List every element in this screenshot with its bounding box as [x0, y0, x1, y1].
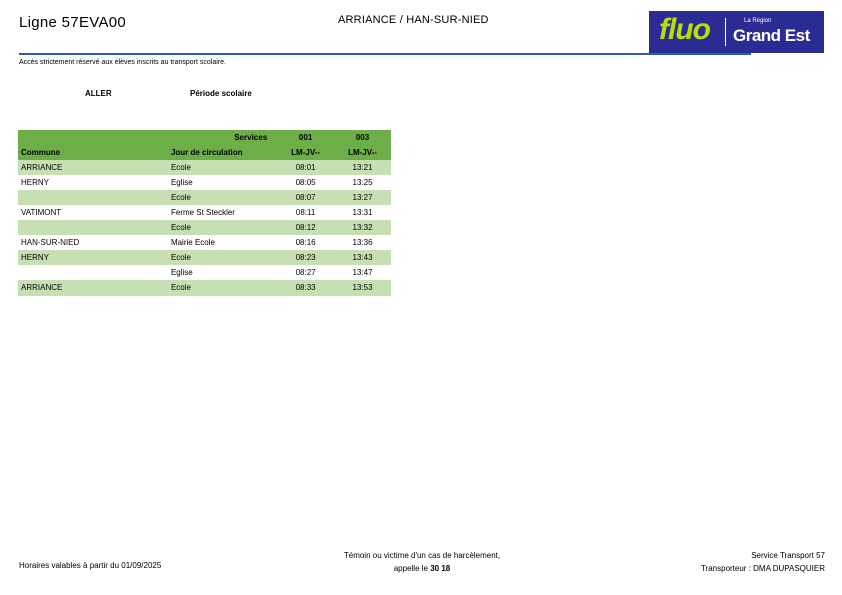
service-days: LM-JV-- [334, 145, 391, 160]
logo-region-name: Grand Est [733, 26, 810, 45]
service-name: Service Transport 57 [751, 551, 825, 560]
access-notice: Accès strictement réservé aux élèves inscrits au transport scolaire. [19, 59, 226, 66]
route-title: ARRIANCE / HAN-SUR-NIED [338, 14, 489, 26]
time-cell-003: 13:43 [334, 250, 391, 265]
commune-cell: HERNY [18, 175, 171, 190]
harassment-number-part-1: 30 [430, 564, 440, 573]
time-cell-001: 08:33 [277, 280, 334, 296]
line-title: Ligne 57EVA00 [19, 14, 127, 31]
table-row [18, 265, 391, 280]
time-cell-001: 08:05 [277, 175, 334, 190]
commune-cell: ARRIANCE [18, 160, 171, 175]
time-cell-003: 13:32 [334, 220, 391, 235]
period-label: Période scolaire [190, 89, 252, 98]
stop-cell: Ferme St Steckler [171, 205, 277, 220]
stop-cell: Ecole [171, 220, 277, 235]
table-row [18, 190, 391, 205]
stop-cell: Ecole [171, 160, 277, 175]
service-number: 003 [334, 130, 391, 145]
logo-region-label: La Région [744, 18, 772, 24]
time-cell-001: 08:23 [277, 250, 334, 265]
days-header-row [18, 145, 391, 160]
commune-cell [18, 190, 171, 205]
header-cell [18, 130, 171, 145]
time-cell-003: 13:47 [334, 265, 391, 280]
harassment-call-text: appelle le [393, 564, 428, 573]
timetable [18, 130, 391, 296]
services-header-row [18, 130, 391, 145]
harassment-line-1: Témoin ou victime d'un cas de harcèlement, [343, 551, 501, 560]
commune-cell: VATIMONT [18, 205, 171, 220]
harassment-line-2 [332, 562, 512, 575]
direction-label: ALLER [85, 89, 112, 98]
time-cell-001: 08:11 [277, 205, 334, 220]
commune-cell [18, 265, 171, 280]
table-row [18, 160, 391, 175]
harassment-number-part-2: 18 [441, 564, 451, 573]
table-row [18, 250, 391, 265]
time-cell-001: 08:27 [277, 265, 334, 280]
logo-divider [725, 18, 726, 46]
time-cell-001: 08:07 [277, 190, 334, 205]
stop-cell: Mairie Ecole [171, 235, 277, 250]
carrier-name: Transporteur : DMA DUPASQUIER [700, 564, 825, 573]
harassment-notice [332, 549, 512, 575]
time-cell-003: 13:53 [334, 280, 391, 296]
logo-brand: fluo [659, 13, 710, 46]
table-row [18, 205, 391, 220]
service-number: 001 [277, 130, 334, 145]
time-cell-003: 13:36 [334, 235, 391, 250]
commune-cell [18, 220, 171, 235]
table-row [18, 235, 391, 250]
stop-cell: Ecole [171, 250, 277, 265]
fluo-grand-est-logo [649, 11, 824, 53]
stop-cell: Ecole [171, 190, 277, 205]
time-cell-003: 13:21 [334, 160, 391, 175]
time-cell-003: 13:25 [334, 175, 391, 190]
time-cell-003: 13:31 [334, 205, 391, 220]
validity-note: Horaires valables à partir du 01/09/2025 [19, 561, 162, 570]
commune-cell: HAN-SUR-NIED [18, 235, 171, 250]
stop-cell: Eglise [171, 175, 277, 190]
time-cell-001: 08:12 [277, 220, 334, 235]
header-divider [19, 53, 751, 55]
table-row [18, 175, 391, 190]
commune-cell: HERNY [18, 250, 171, 265]
commune-column-header: Commune [18, 145, 171, 160]
table-row [18, 280, 391, 296]
time-cell-001: 08:01 [277, 160, 334, 175]
days-column-header: Jour de circulation [171, 145, 277, 160]
stop-cell: Eglise [171, 265, 277, 280]
commune-cell: ARRIANCE [18, 280, 171, 296]
service-days: LM-JV-- [277, 145, 334, 160]
operator-info [701, 549, 825, 575]
time-cell-001: 08:16 [277, 235, 334, 250]
time-cell-003: 13:27 [334, 190, 391, 205]
services-label: Services [171, 130, 277, 145]
table-row [18, 220, 391, 235]
stop-cell: Ecole [171, 280, 277, 296]
